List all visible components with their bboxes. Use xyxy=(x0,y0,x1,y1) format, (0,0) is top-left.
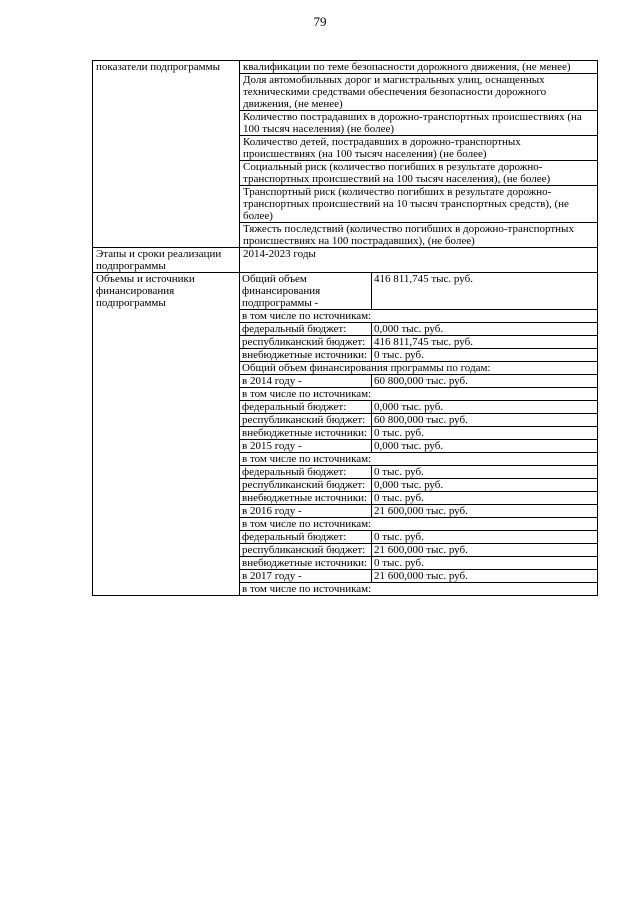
indicators-row xyxy=(93,61,598,248)
indicator-row xyxy=(240,223,597,248)
funding-amount: 0 тыс. руб. xyxy=(372,492,598,505)
funding-line xyxy=(240,583,597,596)
funding-label: федеральный бюджет: xyxy=(240,323,372,336)
funding-subheading: в том числе по источникам: xyxy=(242,583,372,595)
indicator-row xyxy=(240,136,597,161)
funding-label: республиканский бюджет: xyxy=(240,479,372,492)
funding-amount: 0 тыс. руб. xyxy=(372,466,598,479)
funding-label: в 2017 году - xyxy=(240,570,372,583)
funding-amount: 0 тыс. руб. xyxy=(372,531,598,544)
funding-cell xyxy=(240,273,598,596)
funding-label: республиканский бюджет: xyxy=(240,336,372,349)
funding-amount: 416 811,745 тыс. руб. xyxy=(372,336,598,349)
row-label: Объемы и источники финансирования подпрограммы xyxy=(93,273,240,596)
funding-label: федеральный бюджет: xyxy=(240,401,372,414)
funding-line xyxy=(240,505,597,518)
funding-amount: 0 тыс. руб. xyxy=(372,427,598,440)
indicators-cell xyxy=(240,61,598,248)
indicator-text: Доля автомобильных дорог и магистральных улиц, оснащенных техническими средствами обеспечения безопасности дорожного движения, (не менее) xyxy=(240,74,597,111)
row-label: показатели подпрограммы xyxy=(93,61,240,248)
funding-line xyxy=(240,544,597,557)
indicator-row xyxy=(240,161,597,186)
stages-value: 2014-2023 годы xyxy=(240,248,598,273)
funding-line xyxy=(240,440,597,453)
funding-label: федеральный бюджет: xyxy=(240,531,372,544)
funding-label: республиканский бюджет: xyxy=(240,414,372,427)
stages-row xyxy=(93,248,598,273)
indicator-text: Транспортный риск (количество погибших в результате дорожно-транспортных происшествий на 10 тысяч транспортных средств), (не более) xyxy=(240,186,597,223)
funding-label: внебюджетные источники: xyxy=(240,349,372,362)
funding-amount: 21 600,000 тыс. руб. xyxy=(372,505,598,518)
funding-line xyxy=(240,375,597,388)
page-number: 79 xyxy=(313,14,327,29)
row-label: Этапы и сроки реализации подпрограммы xyxy=(93,248,240,273)
funding-line xyxy=(240,570,597,583)
funding-amount: 0,000 тыс. руб. xyxy=(372,401,598,414)
funding-line xyxy=(240,310,597,323)
funding-row xyxy=(93,273,598,596)
funding-line xyxy=(240,323,597,336)
funding-line xyxy=(240,531,597,544)
funding-line xyxy=(240,414,597,427)
funding-table xyxy=(240,273,597,595)
funding-line xyxy=(240,518,597,531)
indicator-text: Тяжесть последствий (количество погибших в дорожно-транспортных происшествиях на 100 пострадавших), (не более) xyxy=(243,223,574,247)
funding-amount: 21 600,000 тыс. руб. xyxy=(372,544,598,557)
funding-label: Общий объем финансирования подпрограммы - xyxy=(240,273,372,310)
funding-amount: 60 800,000 тыс. руб. xyxy=(372,414,598,427)
funding-amount: 0,000 тыс. руб. xyxy=(372,440,598,453)
funding-subheading: в том числе по источникам: xyxy=(240,453,597,466)
funding-label: в 2015 году - xyxy=(240,440,372,453)
funding-line xyxy=(240,388,597,401)
indicator-text: Социальный риск (количество погибших в результате дорожно-транспортных происшествий на 100 тысяч населения), (не более) xyxy=(240,161,597,186)
funding-label: в 2014 году - xyxy=(240,375,372,388)
funding-label: внебюджетные источники: xyxy=(240,427,372,440)
indicator-row xyxy=(240,74,597,111)
funding-label: республиканский бюджет: xyxy=(240,544,372,557)
funding-line xyxy=(240,492,597,505)
funding-amount: 21 600,000 тыс. руб. xyxy=(372,570,598,583)
funding-amount: 0,000 тыс. руб. xyxy=(372,479,598,492)
indicator-text: квалификации по теме безопасности дорожного движения, (не менее) xyxy=(240,61,597,74)
funding-label: внебюджетные источники: xyxy=(240,557,372,570)
funding-subheading: в том числе по источникам: xyxy=(240,310,597,323)
funding-amount: 0 тыс. руб. xyxy=(372,557,598,570)
funding-line xyxy=(240,349,597,362)
funding-amount: 416 811,745 тыс. руб. xyxy=(372,273,598,310)
indicator-text: Количество детей, пострадавших в дорожно-транспортных происшествиях (на 100 тысяч населения) (не более) xyxy=(240,136,597,161)
funding-line xyxy=(240,336,597,349)
funding-subheading: в том числе по источникам: xyxy=(240,388,597,401)
funding-line xyxy=(240,362,597,375)
funding-subheading: Общий объем финансирования программы по годам: xyxy=(240,362,597,375)
funding-label: в 2016 году - xyxy=(240,505,372,518)
funding-line xyxy=(240,479,597,492)
funding-label: федеральный бюджет: xyxy=(240,466,372,479)
indicator-text: Количество пострадавших в дорожно-транспортных происшествиях (на 100 тысяч населения) (не более) xyxy=(240,111,597,136)
indicator-row xyxy=(240,111,597,136)
funding-line xyxy=(240,401,597,414)
funding-amount: 0,000 тыс. руб. xyxy=(372,323,598,336)
indicator-row xyxy=(240,186,597,223)
indicator-row xyxy=(240,61,597,74)
funding-amount: 60 800,000 тыс. руб. xyxy=(372,375,598,388)
funding-line xyxy=(240,453,597,466)
funding-line xyxy=(240,273,597,310)
funding-label: внебюджетные источники: xyxy=(240,492,372,505)
program-passport-table xyxy=(92,60,598,596)
funding-subheading: в том числе по источникам: xyxy=(240,518,597,531)
funding-line xyxy=(240,557,597,570)
indicators-list xyxy=(240,61,597,247)
funding-line xyxy=(240,427,597,440)
funding-line xyxy=(240,466,597,479)
funding-amount: 0 тыс. руб. xyxy=(372,349,598,362)
